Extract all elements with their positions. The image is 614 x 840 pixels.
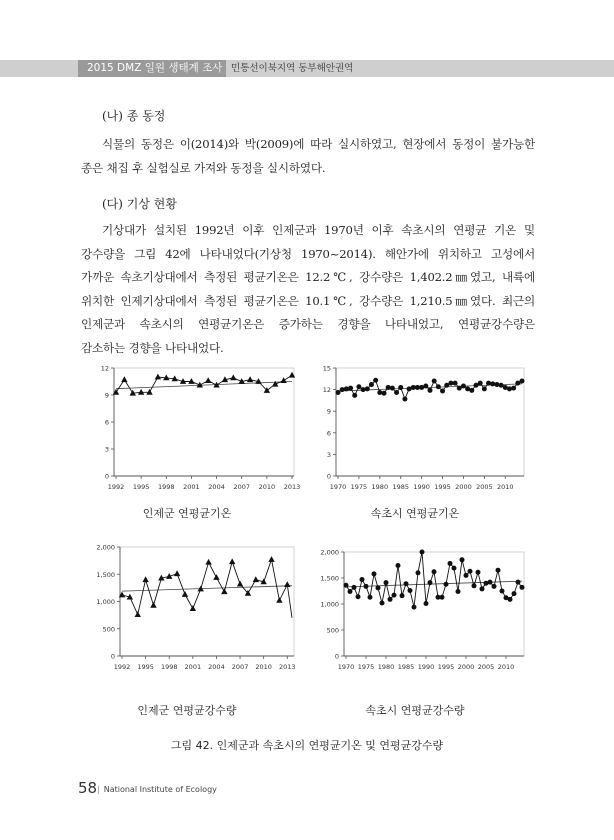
data-point — [480, 586, 485, 591]
data-point — [444, 582, 449, 587]
data-point — [432, 569, 437, 574]
data-point — [492, 584, 497, 589]
data-point — [237, 581, 243, 587]
x-tick-label: 2001 — [184, 663, 202, 671]
x-tick-label: 2010 — [496, 483, 514, 491]
x-tick-label: 1985 — [397, 663, 415, 671]
data-point — [384, 580, 389, 585]
x-tick-label: 1990 — [413, 483, 430, 491]
chart-inje-precipitation — [84, 540, 300, 678]
data-point — [508, 597, 513, 602]
data-point — [424, 601, 429, 606]
data-point — [213, 574, 219, 580]
chart-caption-inje-precipitation: 인제군 연평균강수량 — [137, 704, 237, 717]
data-point — [229, 558, 235, 564]
data-point — [500, 589, 505, 594]
data-point — [268, 556, 274, 562]
data-point — [380, 600, 385, 605]
paragraph-line: 가까운 속초기상대에서 측정된 평균기온은 12.2℃, 강수량은 1,402.2㎜였고, 내륙에 — [81, 270, 535, 284]
chart-sokcho-precipitation — [312, 543, 530, 678]
chart-caption-sokcho-temperature: 속초시 연평균기온 — [370, 507, 460, 520]
data-point — [182, 591, 188, 597]
x-tick-label: 2000 — [457, 663, 475, 671]
data-point — [469, 388, 474, 393]
data-point — [276, 597, 282, 603]
x-tick-label: 2004 — [208, 663, 225, 671]
data-point — [461, 384, 466, 389]
data-point — [190, 605, 196, 611]
x-tick-label: 1980 — [371, 483, 389, 491]
data-point — [377, 390, 382, 395]
data-point — [340, 387, 345, 392]
data-point — [135, 611, 141, 617]
y-tick-label: 6 — [326, 429, 331, 438]
data-point — [404, 581, 409, 586]
data-point — [392, 593, 397, 598]
x-tick-label: 2001 — [183, 483, 200, 491]
plot-frame — [114, 368, 294, 476]
y-tick-label: 0 — [110, 652, 115, 661]
data-point — [488, 580, 493, 585]
y-tick-label: 1,500 — [96, 570, 115, 579]
paragraph-line: 위치한 인제기상대에서 측정된 평균기온은 10.1℃, 강수량은 1,210.5㎜였다. 최근의 — [81, 293, 535, 308]
data-point — [360, 577, 365, 582]
data-point — [476, 570, 481, 575]
y-tick-label: 1,000 — [320, 600, 339, 609]
data-point — [344, 386, 349, 391]
x-tick-label: 2004 — [208, 483, 225, 491]
data-point — [456, 589, 461, 594]
data-point — [408, 588, 413, 593]
data-point — [490, 381, 495, 386]
y-tick-label: 9 — [326, 407, 331, 416]
y-tick-label: 0 — [326, 472, 331, 481]
data-point — [146, 389, 152, 395]
y-tick-label: 12 — [322, 386, 331, 395]
data-point — [361, 387, 366, 392]
x-tick-label: 1995 — [137, 663, 154, 671]
y-tick-label: 12 — [100, 364, 109, 373]
paragraph-line: 종은 채집 후 실험실로 가져와 동정을 실시하였다. — [81, 160, 326, 175]
data-point — [253, 576, 259, 582]
data-point — [364, 584, 369, 589]
data-point — [428, 580, 433, 585]
data-point — [188, 378, 194, 384]
section-heading-species-identification: (나) 종 동정 — [102, 109, 166, 123]
data-point — [402, 396, 407, 401]
data-point — [512, 591, 517, 596]
data-point — [478, 381, 483, 386]
data-point — [390, 386, 395, 391]
footer-institute: | National Institute of Ecology — [97, 785, 217, 794]
x-tick-label: 2010 — [255, 663, 272, 671]
data-point — [150, 602, 156, 608]
x-tick-label: 2010 — [497, 663, 515, 671]
x-tick-label: 2013 — [283, 483, 300, 491]
data-point — [352, 393, 357, 398]
data-point — [365, 386, 370, 391]
data-point — [348, 386, 353, 391]
data-point — [520, 585, 525, 590]
data-point — [142, 576, 148, 582]
paragraph-line: 감소하는 경향을 나타내었다. — [81, 340, 224, 355]
x-tick-label: 1975 — [357, 663, 375, 671]
data-point — [440, 389, 445, 394]
x-tick-label: 1970 — [337, 663, 355, 671]
x-tick-label: 2010 — [258, 483, 276, 491]
data-point — [376, 585, 381, 590]
data-point — [356, 594, 361, 599]
data-point — [468, 569, 473, 574]
page-number: 58 — [78, 779, 98, 797]
data-point — [284, 581, 290, 587]
x-tick-label: 2000 — [455, 483, 472, 491]
x-tick-label: 1992 — [113, 663, 131, 671]
data-point — [496, 568, 501, 573]
data-point — [336, 390, 341, 395]
data-point — [412, 605, 417, 610]
y-tick-label: 1,500 — [320, 574, 339, 583]
data-point — [428, 388, 433, 393]
data-point — [423, 384, 428, 389]
x-tick-label: 2007 — [233, 483, 250, 491]
chart-caption-inje-temperature: 인제군 연평균기온 — [142, 507, 232, 520]
data-point — [507, 386, 512, 391]
data-point — [280, 377, 286, 383]
y-tick-label: 0 — [104, 472, 109, 481]
data-point — [482, 386, 487, 391]
chart-caption-sokcho-precipitation: 속초시 연평균강수량 — [365, 704, 465, 717]
paragraph-weather — [81, 219, 535, 360]
x-tick-label: 2007 — [231, 663, 249, 671]
data-point — [460, 557, 465, 562]
series-line — [346, 552, 522, 607]
header-report-title: 2015 DMZ 일원 생태계 조사 — [78, 60, 226, 77]
data-point — [174, 570, 180, 576]
x-tick-label: 1992 — [107, 483, 125, 491]
x-tick-label: 2005 — [477, 663, 495, 671]
x-tick-label: 1975 — [350, 483, 368, 491]
data-point — [348, 589, 353, 594]
data-point — [516, 580, 521, 585]
x-tick-label: 2013 — [279, 663, 296, 671]
chart-inje-temperature — [88, 360, 300, 498]
y-tick-label: 9 — [104, 391, 109, 400]
data-point — [352, 585, 357, 590]
data-point — [464, 573, 469, 578]
x-tick-label: 1980 — [377, 663, 395, 671]
paragraph-line: 강수량을 그림 42에 나타내었다(기상청 1970~2014). 해안가에 위치하고 고성에서 — [81, 246, 535, 261]
data-point — [382, 391, 387, 396]
paragraph-line: 기상대가 설치된 1992년 이후 인제군과 1970년 이후 속초시의 연평균 기온 및 — [102, 223, 535, 237]
paragraph-line: 식물의 동정은 이(2014)와 박(2009)에 따라 실시하였고, 현장에서 동정이 불가능한 — [102, 137, 535, 151]
y-tick-label: 500 — [102, 625, 115, 634]
data-point — [448, 561, 453, 566]
data-point — [388, 597, 393, 602]
x-tick-label: 1995 — [437, 663, 455, 671]
section-heading-weather: (다) 기상 현황 — [102, 197, 177, 211]
data-point — [453, 381, 458, 386]
x-tick-label: 1995 — [434, 483, 451, 491]
y-tick-label: 6 — [104, 418, 109, 427]
data-point — [155, 374, 161, 380]
data-point — [368, 595, 373, 600]
x-tick-label: 1998 — [158, 483, 175, 491]
data-point — [436, 384, 441, 389]
x-tick-label: 1998 — [160, 663, 178, 671]
y-tick-label: 3 — [104, 445, 109, 454]
y-tick-label: 0 — [334, 652, 339, 661]
y-tick-label: 2,000 — [96, 543, 115, 552]
data-point — [432, 378, 437, 383]
data-point — [386, 385, 391, 390]
x-tick-label: 1970 — [329, 483, 347, 491]
y-tick-label: 2,000 — [320, 548, 339, 557]
data-point — [440, 595, 445, 600]
data-point — [520, 378, 525, 383]
y-tick-label: 3 — [326, 450, 331, 459]
data-point — [511, 386, 516, 391]
paragraph-species-identification — [81, 133, 535, 180]
data-point — [356, 384, 361, 389]
x-tick-label: 2005 — [476, 483, 493, 491]
x-tick-label: 1990 — [417, 663, 435, 671]
x-tick-label: 1995 — [132, 483, 150, 491]
data-point — [205, 377, 211, 383]
header-region-title: 민통선이북지역 동부해안권역 — [231, 63, 354, 74]
data-point — [205, 559, 211, 565]
data-point — [452, 566, 457, 571]
chart-sokcho-temperature — [312, 360, 530, 498]
data-point — [398, 385, 403, 390]
data-point — [138, 389, 144, 395]
data-point — [344, 583, 349, 588]
y-tick-label: 1,000 — [96, 598, 115, 606]
data-point — [494, 382, 499, 387]
footer-institute-name: National Institute of Ecology — [103, 785, 217, 794]
data-point — [420, 550, 425, 555]
data-point — [486, 381, 491, 386]
plot-frame — [344, 552, 524, 656]
x-tick-label: 1985 — [392, 483, 410, 491]
data-point — [221, 588, 227, 594]
data-point — [372, 571, 377, 576]
data-point — [247, 376, 253, 382]
data-point — [230, 375, 236, 381]
data-point — [396, 563, 401, 568]
data-point — [394, 390, 399, 395]
paragraph-line: 인제군과 속초시의 연평균기온은 증가하는 경향을 나타내었고, 연평균강수량은 — [81, 317, 535, 331]
data-point — [400, 593, 405, 598]
data-point — [121, 376, 127, 382]
y-tick-label: 15 — [322, 364, 331, 373]
data-point — [472, 583, 477, 588]
data-point — [369, 382, 374, 387]
figure-caption: 그림 42. 인제군과 속초시의 연평균기온 및 연평균강수량 — [170, 739, 444, 752]
data-point — [416, 570, 421, 575]
data-point — [373, 378, 378, 383]
y-tick-label: 500 — [326, 626, 339, 635]
